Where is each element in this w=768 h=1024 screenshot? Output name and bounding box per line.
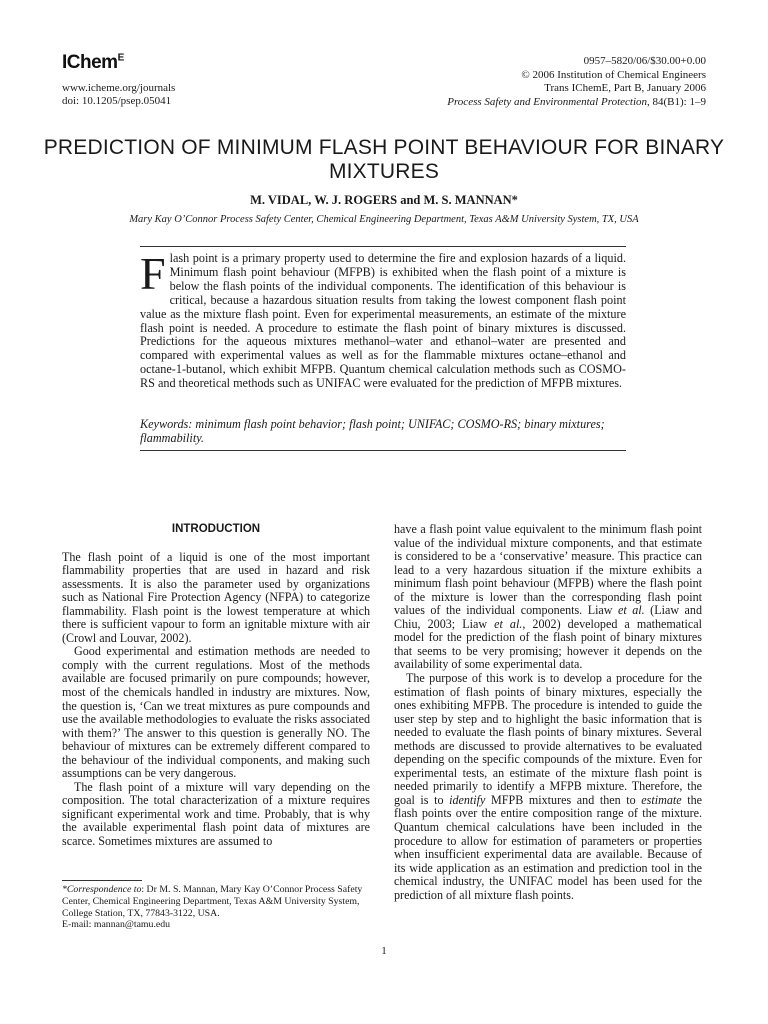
journal-citation: Process Safety and Environmental Protection, 84(B1): 1–9: [447, 95, 706, 108]
journal-url[interactable]: www.icheme.org/journals: [62, 82, 176, 94]
keywords: Keywords: minimum flash point behavior; flash point; UNIFAC; COSMO-RS; binary mixtures; flammability.: [140, 417, 605, 445]
contact-email[interactable]: E-mail: mannan@tamu.edu: [62, 919, 171, 931]
section-heading-introduction: INTRODUCTION: [171, 523, 261, 535]
abstract-dropcap: F: [140, 248, 166, 299]
paper-title: PREDICTION OF MINIMUM FLASH POINT BEHAVIOUR FOR BINARY MIXTURES: [43, 136, 725, 183]
abstract-bottom-rule: [140, 450, 626, 451]
abstract: [140, 248, 626, 391]
footnote-rule: [62, 880, 142, 881]
intro-paragraph-4: have a flash point value equivalent to the minimum flash point value of the individual mixture components, and that estimate is considered to be a ‘conservative’ measure. This practice can lead to a very hazardous situation if the mixture exhibits a minimum flash point behaviour (MFPB) where the flash point of the mixture is lower than the corresponding flash point values of the individual components. Liaw et al. (Liaw and Chiu, 2003; Liaw et al., 2002) developed a mathematical model for the prediction of the flash point of binary mixtures that seems to be very promising; however it depends on the availability of some experimental data.: [394, 522, 702, 672]
intro-paragraph-3: The flash point of a mixture will vary depending on the composition. The total characterization of a mixture requires significant experimental work and time. Probably, that is why the available experimental flash point data of mixtures are scarce. Sometimes mixtures are assumed to: [62, 779, 370, 849]
intro-paragraph-1: The flash point of a liquid is one of the most important flammability properties that are used in hazard and risk assessments. It is also the parameter used by organizations such as National Fire Protection Agency (NFPA) to categorize flammability. Flash point is the lowest temperature at which there is sufficient vapour to form an ignitable mixture with air (Crowl and Louvar, 2002).: [62, 549, 370, 645]
doi: doi: 10.1205/psep.05041: [62, 95, 172, 107]
intro-paragraph-2: Good experimental and estimation methods are needed to comply with the current regulations. Most of the methods available are focused primarily on pure compounds; however, most of the chemicals handled in industry are mixtures. Now, the question is, ‘Can we treat mixtures as pure compounds and use the available methodologies to evaluate the risks associated with them?’ The answer to this question is generally NO. The behaviour of mixtures can be extremely different compared to the behaviour of the individual components, and making such assumptions can be very dangerous.: [62, 644, 370, 781]
right-column: [394, 523, 702, 902]
copyright: © 2006 Institution of Chemical Engineers: [521, 68, 706, 81]
abstract-top-rule: [140, 246, 626, 247]
correspondence-footnote: *Correspondence to: Dr M. S. Mannan, Mary Kay O’Connor Process Safety Center, Chemical Engineering Department, Texas A&M University System, College Station, TX, 77843-3122, USA. E-mail: mannan@tamu.edu: [62, 884, 370, 931]
page-number: 1: [381, 945, 387, 957]
abstract-text: lash point is a primary property used to determine the fire and explosion hazards of a liquid. Minimum flash point behaviour (MFPB) is exhibited when the flash point of a mixture is below the flash points of the individual components. The identification of this behaviour is critical, because a hazardous situation results from taking the lowest component flash point value as the mixture flash point. Even for experimental measurements, an estimate of the mixture flash point is needed. A procedure to estimate the flash point of binary mixtures is discussed. Predictions for the aqueous mixtures methanol–water and ethanol–water are presented and compared with experimental values as well as for the flammable mixtures octane–ethanol and octane-1-butanol, which exhibit MFPB. Quantum chemical calculation methods such as COSMO-RS and theoretical methods such as UNIFAC were evaluated for the prediction of MFPB mixtures.: [140, 251, 626, 391]
left-column: [62, 520, 370, 849]
affiliation: Mary Kay O’Connor Process Safety Center, Chemical Engineering Department, Texas A&M University System, TX, USA: [129, 214, 639, 225]
trans-line: Trans IChemE, Part B, January 2006: [544, 82, 706, 94]
header-right: [447, 55, 706, 109]
intro-paragraph-5: The purpose of this work is to develop a procedure for the estimation of flash points of binary mixtures, especially the ones exhibiting MFPB. The procedure is intended to guide the user step by step and to highlight the basic information that is needed to evaluate the flash points of binary mixtures. Several methods are discussed to provide alternatives to be evaluated depending on the specific compounds of the mixture. Even for experimental tests, an estimate of the mixture flash point is needed primarily to identify a MFPB mixture. Therefore, the goal is to identify MFPB mixtures and then to estimate the flash points over the entire composition range of the mixture. Quantum chemical calculations have been included in the procedure to allow for estimation of parameters or properties when insufficient experimental data are available. Because of its wide application as an estimation and prediction tool in the chemical industry, the UNIFAC model has been used for the prediction of all mixture flash points.: [394, 671, 702, 902]
authors: M. VIDAL, W. J. ROGERS and M. S. MANNAN*: [250, 193, 518, 207]
icheme-logo: IChem$^E$: [62, 52, 124, 73]
issn: 0957–5820/06/$30.00+0.00: [583, 55, 706, 67]
header-left: [62, 82, 175, 108]
